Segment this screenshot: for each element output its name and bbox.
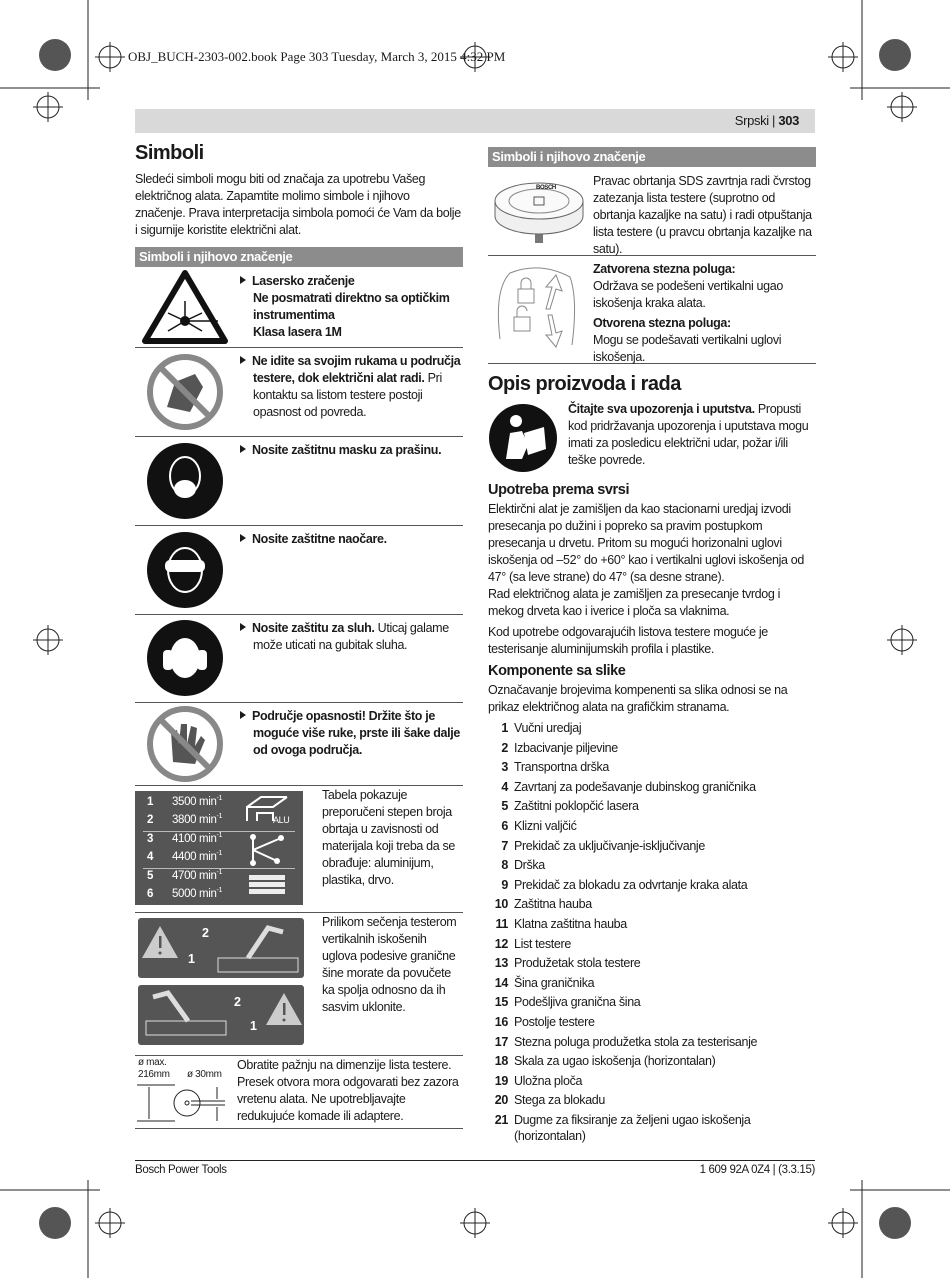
component-item bbox=[488, 936, 818, 952]
warning-triangle-icon bbox=[138, 918, 304, 978]
component-item bbox=[488, 740, 818, 756]
component-item bbox=[488, 857, 818, 873]
dust-mask-icon bbox=[145, 441, 225, 521]
warning-bold: Čitajte sva upozorenja i uputstva. bbox=[568, 402, 755, 416]
symbol-row-hearing bbox=[135, 614, 463, 703]
footer-divider bbox=[135, 1160, 815, 1161]
component-number: 15 bbox=[494, 995, 508, 1010]
component-label: Podešljiva granična šina bbox=[514, 995, 641, 1010]
component-number: 1 bbox=[501, 721, 508, 735]
component-label: Produžetak stola testere bbox=[514, 956, 641, 971]
blade-max-diameter: ø max. 216mm bbox=[138, 1057, 170, 1080]
component-item bbox=[488, 779, 818, 795]
component-number: 20 bbox=[494, 1093, 508, 1108]
component-item bbox=[488, 759, 818, 775]
component-label: Zaštitni poklopčić lasera bbox=[514, 799, 639, 814]
page-number: 303 bbox=[778, 113, 799, 128]
header-language: Srpski bbox=[734, 113, 769, 128]
component-item bbox=[488, 1073, 818, 1089]
component-label: Klizni valjčić bbox=[514, 819, 577, 833]
symbol-text-danger-zone: Područje opasnosti! Držite što je moguće više ruke, prste ili šake dalje od ovoga područja. bbox=[252, 709, 460, 757]
sds-description: Pravac obrtanja SDS zavrtnja radi čvrstog zatezanja lista testere (suprotno od obrtanja kazaljke na satu) i radi otpuštanja lista testere (u pravcu obrtanja kazaljke na satu). bbox=[593, 174, 812, 256]
ear-protection-icon bbox=[145, 618, 225, 698]
subsection-components: Komponente sa slike bbox=[488, 663, 626, 679]
component-number: 19 bbox=[494, 1073, 508, 1088]
component-label: Vučni uredjaj bbox=[514, 721, 582, 735]
symbol-text-hearing: Uticaj galame može uticati na gubitak sluha. bbox=[253, 621, 449, 652]
component-item bbox=[488, 877, 818, 893]
fence-description: Prilikom sečenja testerom vertikalnih iskošenih uglova podesive granične šine morate da povučete ka spolja odnosno da ih sasvim uklonite. bbox=[322, 915, 457, 1014]
component-number: 6 bbox=[501, 819, 508, 833]
header-separator: | bbox=[768, 113, 779, 128]
symbol-row-clamp-lever bbox=[488, 255, 816, 364]
component-label: Prekidač za blokadu za odvrtanje kraka alata bbox=[514, 877, 748, 892]
symbol-text-goggles: Nosite zaštitne naočare. bbox=[252, 532, 387, 546]
blade-dimension-icon bbox=[135, 1083, 230, 1125]
step-2-label: 2 bbox=[234, 995, 241, 1009]
symbol-row-laser bbox=[135, 267, 463, 348]
symbol-text-hands-bold: Ne idite sa svojim rukama u područja testere, dok električni alat radi. bbox=[252, 354, 461, 385]
blade-dimensions-row bbox=[135, 1055, 463, 1129]
read-manual-icon bbox=[488, 403, 558, 473]
component-label: Prekidač za uključivanje-isključivanje bbox=[514, 838, 705, 853]
component-item bbox=[488, 916, 818, 932]
component-label: Dugme za fiksiranje za željeni ugao iskošenja (horizontalan) bbox=[514, 1113, 751, 1143]
print-info: OBJ_BUCH-2303-002.book Page 303 Tuesday, March 3, 2015 4:32 PM bbox=[128, 49, 506, 64]
component-number: 5 bbox=[501, 799, 508, 814]
components-intro: Označavanje brojevima kompenenti sa slika odnosi se na prikaz električnog alata na grafičkim stranama. bbox=[488, 683, 788, 714]
sds-logo: BOSCH bbox=[536, 185, 556, 191]
component-item bbox=[488, 955, 818, 971]
component-label: Izbacivanje piljevine bbox=[514, 740, 618, 755]
symbol-text-hands: Pri kontaktu sa listom testere postoji opasnost od povreda. bbox=[253, 371, 442, 419]
no-hands-icon bbox=[145, 352, 225, 432]
section-title-product: Opis proizvoda i rada bbox=[488, 373, 681, 395]
open-lever-text: Mogu se podešavati vertikalni uglovi iskošenja. bbox=[593, 333, 782, 364]
component-number: 2 bbox=[501, 740, 508, 755]
component-number: 14 bbox=[494, 975, 508, 990]
component-item bbox=[488, 818, 818, 834]
symbol-text-laser: Lasersko zračenje Ne posmatrati direktno sa optičkim instrumentima Klasa lasera 1M bbox=[240, 273, 463, 341]
intended-use-p2: Rad električnog alata je zamišljen za presecanje tvrdog i mekog drveta kao i iverice i ploča sa vlaknima. bbox=[488, 587, 781, 618]
component-item bbox=[488, 1112, 818, 1144]
component-label: List testere bbox=[514, 936, 571, 951]
component-number: 9 bbox=[501, 877, 508, 892]
closed-lever-text: Održava se podešeni vertikalni ugao iskošenja kraka alata. bbox=[593, 279, 783, 310]
closed-lever-title: Zatvorena stezna poluga: bbox=[593, 262, 736, 276]
component-label: Stezna poluga produžetka stola za testerisanje bbox=[514, 1034, 758, 1049]
symbol-row-sds bbox=[488, 167, 816, 256]
speed-table: 1 3500 $\min^{-1}$ 2 3800 $\min^{-1}$ 3 4100 $\min^{-1}$ 4 4400 $\min^{-1}$ 5 4700 $\min^{-1}$ 6 5000 $\min^{-1}$ ALU bbox=[135, 791, 303, 905]
symbol-row-danger-zone bbox=[135, 702, 463, 786]
footer-doc-number: 1 609 92A 0Z4 | (3.3.15) bbox=[699, 1164, 815, 1176]
component-item bbox=[488, 1053, 818, 1069]
components-list bbox=[488, 720, 816, 1150]
section-title: Simboli bbox=[135, 142, 204, 164]
component-item bbox=[488, 994, 818, 1010]
plastic-icon bbox=[247, 833, 287, 867]
intro-text: Sledeći simboli mogu biti od značaja za upotrebu Vašeg električnog alata. Zapamtite molimo simbole i njihovo značenje. Prava interpretacija simbola pomoći će Vam da bolje i sigurnije koristite električni alat. bbox=[135, 172, 461, 237]
safety-goggles-icon bbox=[145, 530, 225, 610]
symbols-table-right bbox=[488, 147, 816, 363]
table-header: Simboli i njihovo značenje bbox=[135, 247, 463, 267]
component-label: Zaštitna hauba bbox=[514, 897, 592, 912]
page-header bbox=[135, 109, 815, 133]
component-number: 4 bbox=[501, 779, 508, 794]
component-item bbox=[488, 1034, 818, 1050]
component-number: 21 bbox=[494, 1113, 508, 1127]
speed-table-description: Tabela pokazuje preporučeni stepen broja obrtaja u zavisnosti od materijala koji treba da se obrađuje: aluminijum, plastika, drvo. bbox=[322, 788, 455, 887]
component-label: Klatna zaštitna hauba bbox=[514, 917, 627, 931]
component-label: Postolje testere bbox=[514, 1015, 595, 1029]
warning-triangle-icon bbox=[138, 985, 304, 1045]
laser-warning-icon bbox=[142, 269, 228, 345]
step-2-label: 2 bbox=[202, 926, 209, 940]
component-number: 12 bbox=[494, 936, 508, 951]
component-item bbox=[488, 1014, 818, 1030]
step-1-label: 1 bbox=[188, 952, 195, 966]
component-item bbox=[488, 1092, 818, 1108]
intended-use-p1: Elektirčni alat je zamišljen da kao stacionarni uredjaj izvodi presecanja po dužini i popreko sa pravim postupkom presecanja u drvetu. Pritom su mogući horizonalni uglovi iskošenja od –52° do +60° kao i vertikalni uglovi iskošenja od 47° (sa leve strane) do 47° (sa desne strane). bbox=[488, 502, 804, 584]
component-number: 16 bbox=[494, 1015, 508, 1029]
component-item bbox=[488, 975, 818, 991]
symbol-text-hearing-bold: Nosite zaštitu za sluh. bbox=[252, 621, 375, 635]
component-number: 10 bbox=[494, 897, 508, 912]
component-number: 11 bbox=[495, 917, 508, 931]
component-number: 7 bbox=[501, 838, 508, 853]
component-item bbox=[488, 838, 818, 854]
footer-brand: Bosch Power Tools bbox=[135, 1164, 227, 1176]
component-label: Skala za ugao iskošenja (horizontalan) bbox=[514, 1054, 716, 1069]
component-label: Šina graničnika bbox=[514, 975, 595, 990]
component-label: Uložna ploča bbox=[514, 1073, 583, 1088]
fence-illustration-1 bbox=[138, 918, 304, 978]
subsection-intended-use: Upotreba prema svrsi bbox=[488, 482, 630, 498]
symbol-text-dust-mask: Nosite zaštitnu masku za prašinu. bbox=[252, 443, 442, 457]
product-description-section bbox=[488, 373, 816, 716]
alu-label: ALU bbox=[273, 815, 290, 825]
clamp-lever-lock-icon bbox=[490, 259, 586, 359]
symbol-row-dust-mask bbox=[135, 436, 463, 526]
wood-icon bbox=[245, 871, 291, 901]
warning-text: Propusti kod pridržavanja upozorenja i uputstava mogu imati za posledicu električni udar, požar i/ili teške povrede. bbox=[568, 402, 809, 467]
speed-table-row bbox=[135, 785, 463, 913]
table-header: Simboli i njihovo značenje bbox=[488, 147, 816, 167]
sds-screw-icon bbox=[490, 171, 586, 251]
component-label: Drška bbox=[514, 858, 545, 873]
component-item bbox=[488, 896, 818, 912]
component-label: Transportna drška bbox=[514, 760, 610, 775]
step-1-label: 1 bbox=[250, 1019, 257, 1033]
no-hand-icon bbox=[145, 704, 225, 784]
component-item bbox=[488, 720, 818, 736]
blade-description: Obratite pažnju na dimenzije lista testere. Presek otvora mora odgovarati bez zazora vretenu alata. Ne upotrebljavajte redukujuće komade ili adaptere. bbox=[237, 1058, 459, 1123]
blade-bore-diameter: ø 30mm bbox=[187, 1069, 222, 1080]
component-label: Stega za blokadu bbox=[514, 1093, 606, 1108]
component-label: Zavrtanj za podešavanje dubinskog graničnika bbox=[514, 779, 756, 794]
component-number: 13 bbox=[494, 956, 508, 971]
open-lever-title: Otvorena stezna poluga: bbox=[593, 316, 731, 330]
fence-row bbox=[135, 912, 463, 1056]
intended-use-p3: Kod upotrebe odgovarajućih listova testere moguće je testerisanje aluminijumskih profila i plastike. bbox=[488, 625, 768, 656]
component-number: 18 bbox=[494, 1054, 508, 1069]
component-number: 17 bbox=[494, 1034, 508, 1049]
symbols-table bbox=[135, 247, 463, 1128]
component-item bbox=[488, 798, 818, 814]
symbol-row-goggles bbox=[135, 525, 463, 615]
component-number: 3 bbox=[501, 760, 508, 775]
fence-illustration-2 bbox=[138, 985, 304, 1045]
symbol-row-hands bbox=[135, 347, 463, 437]
left-column bbox=[135, 142, 463, 239]
component-number: 8 bbox=[501, 858, 508, 873]
